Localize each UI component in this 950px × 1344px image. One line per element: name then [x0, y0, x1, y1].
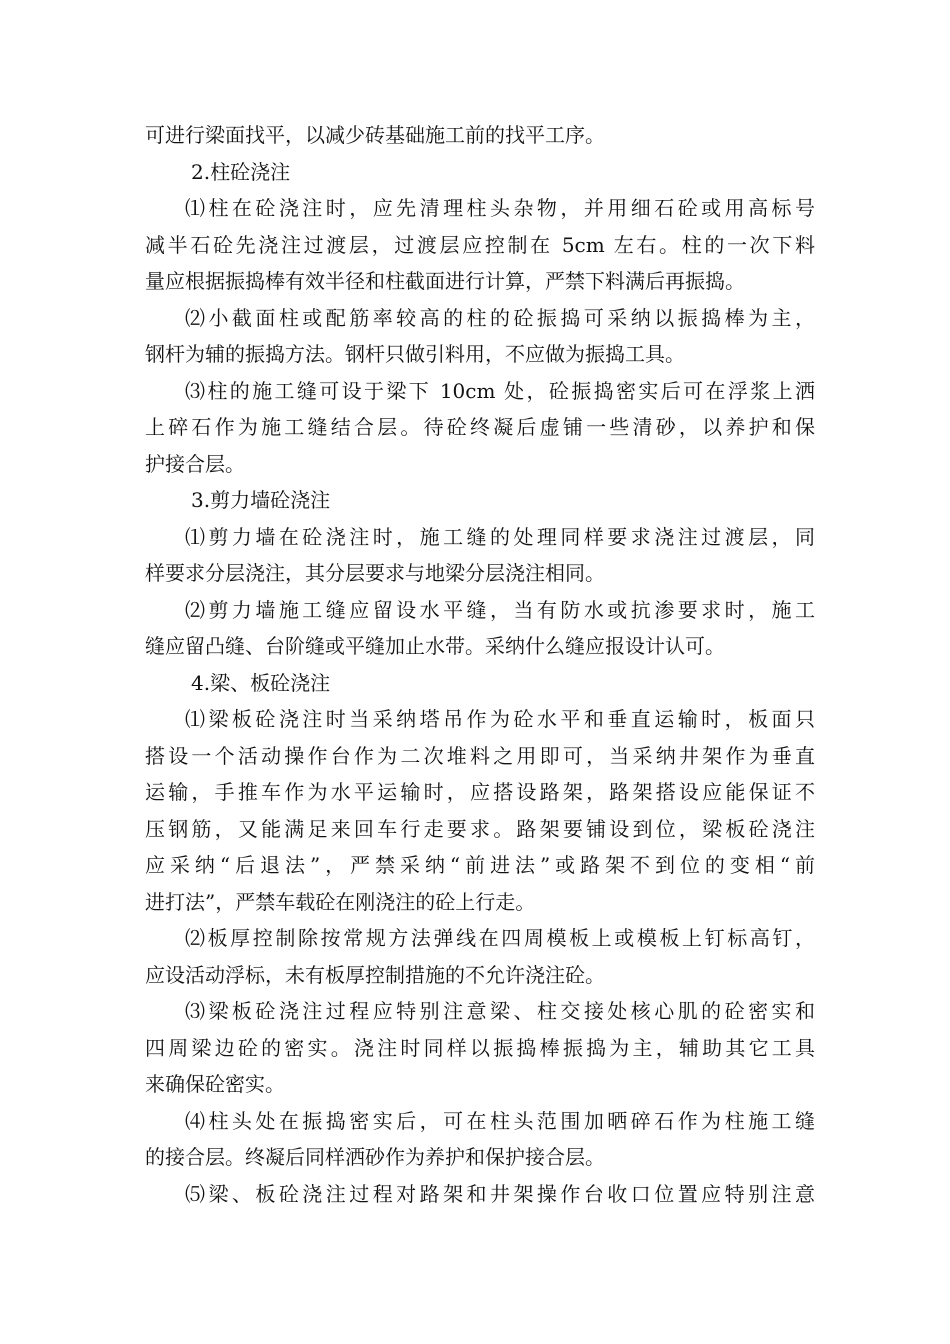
paragraph-line: 的接合层。终凝后同样洒砂作为养护和保护接合层。 [145, 1145, 605, 1169]
paragraph-line: 搭设一个活动操作台作为二次堆料之用即可，当采纳井架作为垂直 [145, 743, 815, 768]
paragraph-line: ⑴剪力墙在砼浇注时，施工缝的处理同样要求浇注过渡层，同 [185, 524, 815, 549]
paragraph-line: 可进行梁面找平，以减少砖基础施工前的找平工序。 [145, 123, 605, 147]
paragraph-line: 钢杆为辅的振捣方法。钢杆只做引料用，不应做为振捣工具。 [145, 342, 685, 366]
paragraph-line: ⑴柱在砼浇注时，应先清理柱头杂物，并用细石砼或用高标号 [185, 196, 815, 220]
paragraph-line: 四周梁边砼的密实。浇注时同样以振捣棒振捣为主，辅助其它工具 [145, 1035, 815, 1060]
paragraph-line: ⑷柱头处在振捣密实后，可在柱头范围加晒碎石作为柱施工缝 [185, 1108, 815, 1133]
section-heading: 2.柱砼浇注 [191, 159, 291, 184]
paragraph-line: 样要求分层浇注，其分层要求与地梁分层浇注相同。 [145, 561, 605, 585]
paragraph-line: 应采纳“后退法”，严禁采纳“前进法”或路架不到位的变相“前 [145, 853, 815, 877]
paragraph-line: 进打法”，严禁车载砼在刚浇注的砼上行走。 [145, 889, 536, 914]
paragraph-line: 运输，手推车作为水平运输时，应搭设路架，路架搭设应能保证不 [145, 780, 815, 804]
paragraph-line: ⑸梁、板砼浇注过程对路架和井架操作台收口位置应特别注意 [185, 1181, 815, 1206]
paragraph-line: ⑵小截面柱或配筋率较高的柱的砼振捣可采纳以振捣棒为主， [185, 305, 815, 330]
paragraph-line: ⑶柱的施工缝可设于梁下 10cm 处，砼振捣密实后可在浮浆上洒 [185, 378, 815, 403]
paragraph-line: 应设活动浮标，未有板厚控制措施的不允许浇注砼。 [145, 962, 605, 987]
paragraph-line: 量应根据振捣棒有效半径和柱截面进行计算，严禁下料满后再振捣。 [145, 269, 745, 293]
paragraph-line: ⑵剪力墙施工缝应留设水平缝，当有防水或抗渗要求时，施工 [185, 597, 815, 622]
paragraph-line: ⑵板厚控制除按常规方法弹线在四周模板上或模板上钉标高钉， [185, 926, 815, 950]
paragraph-line: 缝应留凸缝、台阶缝或平缝加止水带。采纳什么缝应报设计认可。 [145, 634, 725, 658]
paragraph-line: ⑴梁板砼浇注时当采纳塔吊作为砼水平和垂直运输时，板面只 [185, 707, 815, 731]
paragraph-line: 上碎石作为施工缝结合层。待砼终凝后虚铺一些清砂，以养护和保 [145, 415, 815, 439]
paragraph-line: 护接合层。 [145, 451, 245, 476]
paragraph-line: 减半石砼先浇注过渡层，过渡层应控制在 5cm 左右。柱的一次下料 [145, 232, 815, 257]
section-heading: 4.梁、板砼浇注 [191, 670, 331, 695]
paragraph-line: ⑶梁板砼浇注过程应特别注意梁、柱交接处核心肌的砼密实和 [185, 999, 815, 1023]
paragraph-line: 压钢筋，又能满足来回车行走要求。路架要铺设到位，梁板砼浇注 [145, 816, 815, 841]
paragraph-line: 来确保砼密实。 [145, 1072, 285, 1096]
section-heading: 3.剪力墙砼浇注 [191, 488, 331, 512]
document-body [145, 117, 815, 1212]
